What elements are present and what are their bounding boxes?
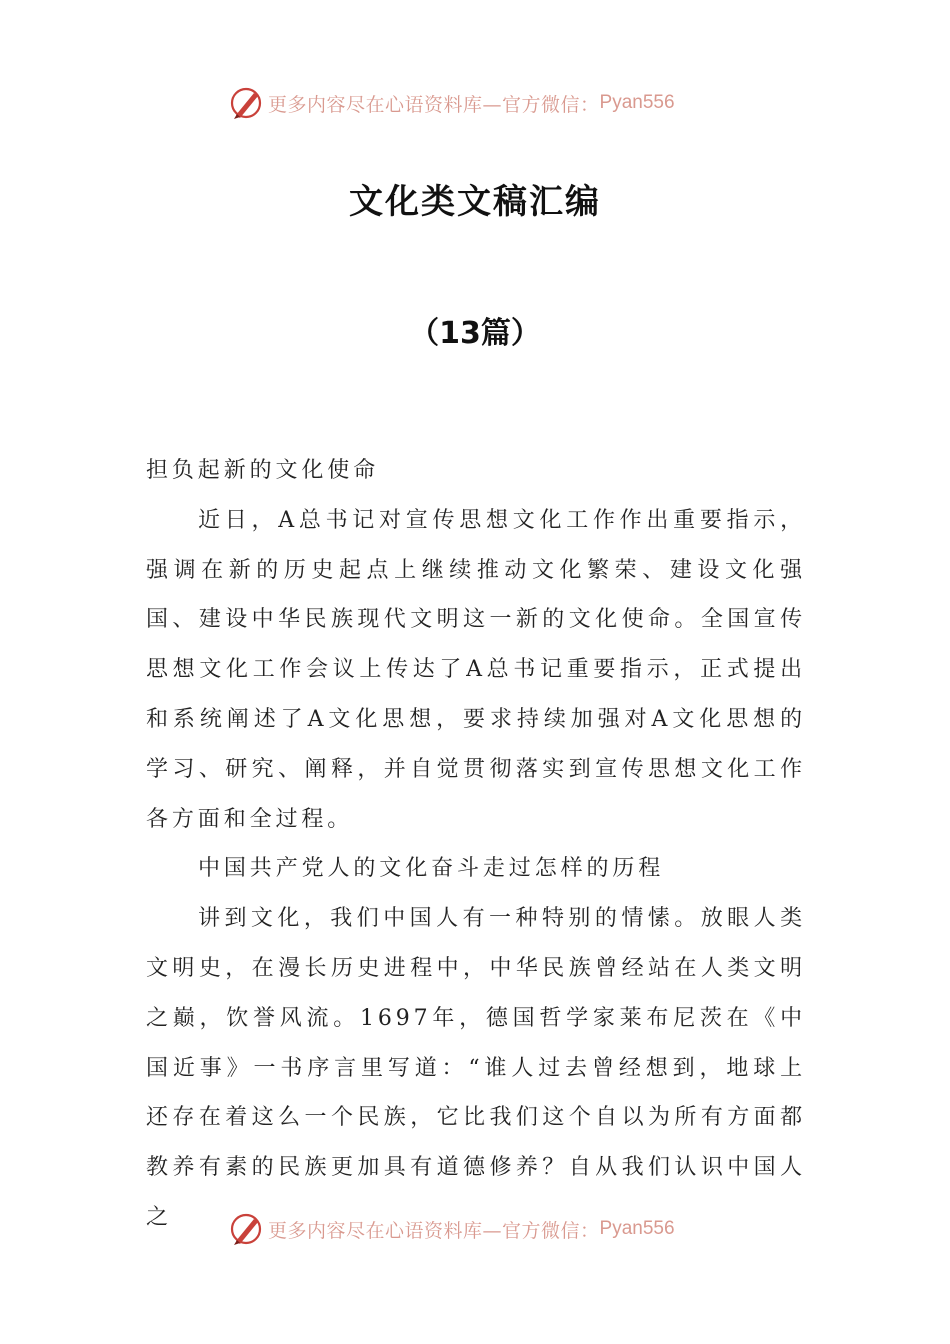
banner-text: 更多内容尽在心语资料库—官方微信： bbox=[268, 1219, 600, 1242]
subheading: 中国共产党人的文化奋斗走过怎样的历程 bbox=[198, 856, 665, 882]
header-banner bbox=[228, 83, 728, 123]
document-count: （13篇） bbox=[409, 316, 541, 351]
paragraph: 讲到文化，我们中国人有一种特别的情愫。放眼人类文明史，在漫长历史进程中，中华民族曾经站在人类文明之巅，饮誉风流。1697年，德国哲学家莱布尼茨在《中国近事》一书序言里写道：“谁人过去曾经想到，地球上还存在着这么一个民族，它比我们这个自以为所有方面都教养有素的民族更加具有道德修养？自从我们认识中国人之 bbox=[146, 906, 806, 1230]
banner-wechat-id: Pyan556 bbox=[599, 1218, 675, 1239]
pen-circle-icon bbox=[228, 85, 264, 121]
footer-banner bbox=[228, 1209, 728, 1249]
document-title: 文化类文稿汇编 bbox=[349, 182, 601, 222]
pen-circle-icon bbox=[228, 1211, 264, 1247]
banner-text: 更多内容尽在心语资料库—官方微信： bbox=[268, 93, 600, 116]
document-body bbox=[146, 446, 806, 1243]
section-title: 担负起新的文化使命 bbox=[146, 458, 380, 483]
banner-wechat-id: Pyan556 bbox=[599, 92, 675, 113]
paragraph: 近日，A总书记对宣传思想文化工作作出重要指示，强调在新的历史起点上继续推动文化繁荣、建设文化强国、建设中华民族现代文明这一新的文化使命。全国宣传思想文化工作会议上传达了A总书记重要指示，正式提出和系统阐述了A文化思想，要求持续加强对A文化思想的学习、研究、阐释，并自觉贯彻落实到宣传思想文化工作各方面和全过程。 bbox=[146, 507, 806, 832]
